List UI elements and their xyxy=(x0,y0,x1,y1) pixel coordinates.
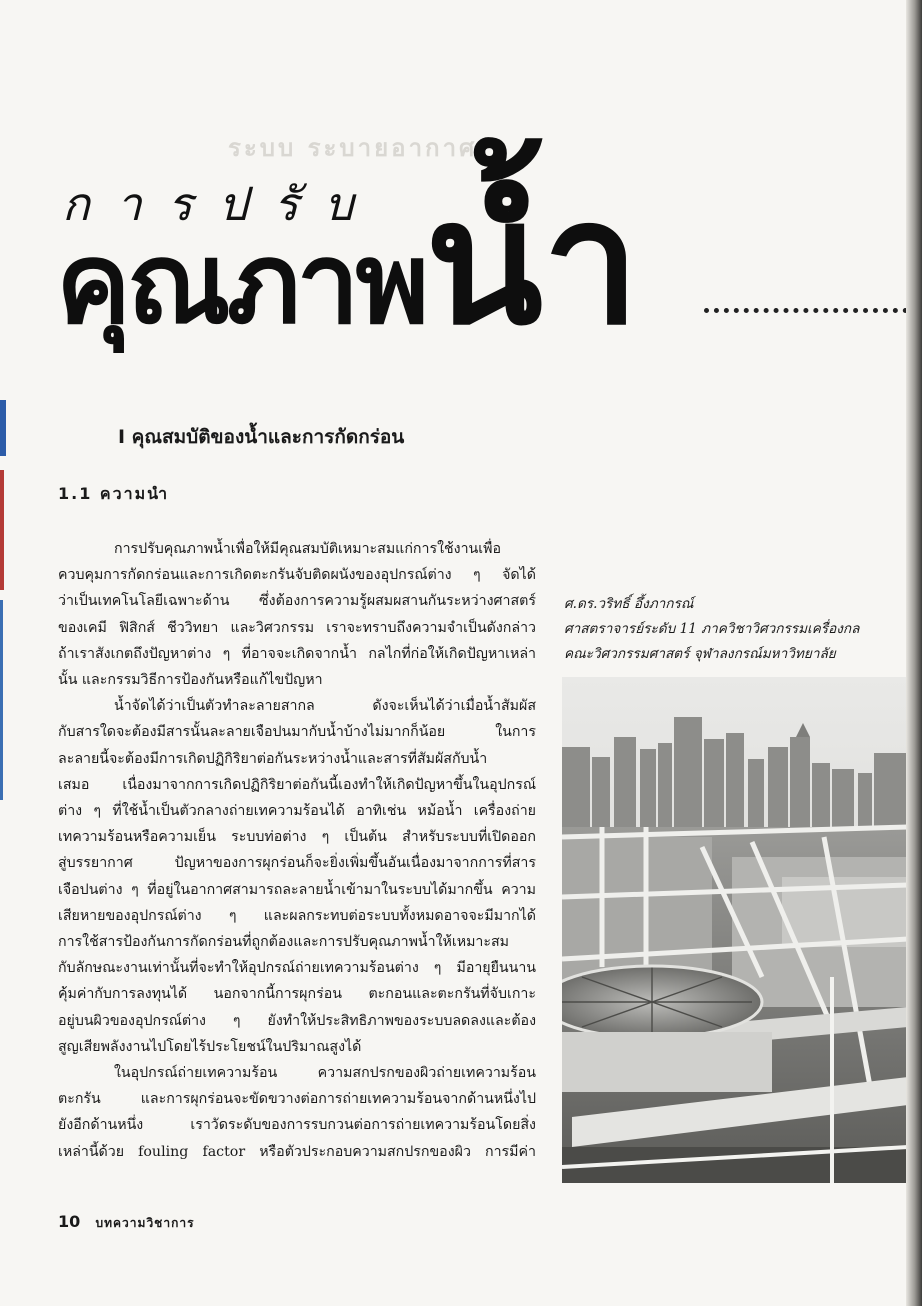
author-block xyxy=(564,592,904,667)
body-line: การใช้สารป้องกันการกัดกร่อนที่ถูกต้องและการปรับคุณภาพน้ำให้เหมาะสม xyxy=(58,934,510,951)
article-body xyxy=(58,536,536,1165)
body-line: ต่าง ๆ ที่ใช้น้ำเป็นตัวกลางถ่ายเทความร้อนได้ อาทิเช่น หม้อน้ำ เครื่องถ่าย xyxy=(58,803,536,820)
footer-section-label: บทความวิชาการ xyxy=(95,1216,195,1230)
title-spaced-word: การปรับ xyxy=(62,177,380,231)
body-line: เสียหายของอุปกรณ์ต่าง ๆ และผลกระทบต่อระบบทั้งหมดอาจจะมีมากได้ xyxy=(58,907,536,924)
body-line: ยังอีกด้านหนึ่ง เราวัดระดับของการรบกวนต่อการถ่ายเทความร้อนโดยสิ่ง xyxy=(58,1117,536,1134)
body-line: อยู่บนผิวของอุปกรณ์ต่าง ๆ ยังทำให้ประสิทธิภาพของระบบลดลงและต้อง xyxy=(58,1012,536,1029)
left-edge-blue-mark-2 xyxy=(0,600,3,800)
body-line: เหล่านี้ด้วย fouling factor หรือตัวประกอบความสกปรกของผิว การมีค่า xyxy=(58,1143,536,1160)
title-dotted-rule xyxy=(704,302,908,313)
body-line: ตะกรัน และการผุกร่อนจะขัดขวางต่อการถ่ายเทความร้อนจากด้านหนึ่งไป xyxy=(58,1091,536,1108)
body-line: กับสารใดจะต้องมีสารนั้นละลายเจือปนมากับน้ำบ้างไม่มากก็น้อย ในการ xyxy=(58,724,536,741)
body-line: คุ้มค่ากับการลงทุนได้ นอกจากนี้การผุกร่อน ตะกอนและตะกรันที่จับเกาะ xyxy=(58,986,536,1003)
body-line: การปรับคุณภาพน้ำเพื่อให้มีคุณสมบัติเหมาะสมแก่การใช้งานเพื่อ xyxy=(114,541,501,557)
bleed-through-text: ระบบ ระบายอากาศ xyxy=(228,134,478,162)
page-footer xyxy=(58,1212,195,1233)
title-emphasis-word: น้ำ xyxy=(425,162,634,363)
body-line: ของเคมี ฟิสิกส์ ชีววิทยา และวิศวกรรม เราจะทราบถึงความจำเป็นดังกล่าว xyxy=(58,619,536,636)
body-line: สู่บรรยากาศ ปัญหาของการผุกร่อนก็จะยิ่งเพิ่มขึ้นอันเนื่องมาจากการที่สาร xyxy=(58,855,536,872)
cooling-tower-photo xyxy=(562,677,908,1183)
title-main-word: คุณภาพ xyxy=(56,219,426,349)
left-edge-blue-mark xyxy=(0,400,6,456)
photo-illustration xyxy=(562,677,908,1183)
subsection-heading: 1.1 ความนำ xyxy=(58,484,170,503)
author-position: ศาสตราจารย์ระดับ 11 ภาควิชาวิศวกรรมเครื่องกล xyxy=(564,621,860,637)
body-line: สูญเสียพลังงานไปโดยไร้ประโยชน์ในปริมาณสูงได้ xyxy=(58,1038,362,1055)
body-line: ละลายนี้จะต้องมีการเกิดปฏิกิริยาต่อกันระหว่างน้ำและสารที่สัมผัสกับน้ำ xyxy=(58,750,488,767)
body-line: ในอุปกรณ์ถ่ายเทความร้อน ความสกปรกของผิวถ่ายเทความร้อน xyxy=(114,1065,536,1082)
body-line: นั้น และกรรมวิธีการป้องกันหรือแก้ไขปัญหา xyxy=(58,672,323,689)
left-edge-red-mark xyxy=(0,470,4,590)
section-heading: I คุณสมบัติของน้ำและการกัดกร่อน xyxy=(118,426,405,448)
body-line: เทความร้อนหรือความเย็น ระบบท่อต่าง ๆ เป็นต้น สำหรับระบบที่เปิดออก xyxy=(58,829,536,846)
body-line: ถ้าเราสังเกตถึงปัญหาต่าง ๆ ที่อาจจะเกิดจากน้ำ กลไกที่ก่อให้เกิดปัญหาเหล่า xyxy=(58,645,536,662)
page-binding-shadow xyxy=(906,0,922,1306)
body-line: ว่าเป็นเทคโนโลยีเฉพาะด้าน ซึ่งต้องการความรู้ผสมผสานกันระหว่างศาสตร์ xyxy=(58,593,536,610)
body-line: เจือปนต่าง ๆ ที่อยู่ในอากาศสามารถละลายน้ำเข้ามาในระบบได้มากขึ้น ความ xyxy=(58,881,536,898)
author-name: ศ.ดร.วริทธิ์ อึ้งภากรณ์ xyxy=(564,596,694,612)
author-faculty: คณะวิศวกรรมศาสตร์ จุฬาลงกรณ์มหาวิทยาลัย xyxy=(564,646,836,662)
body-line: น้ำจัดได้ว่าเป็นตัวทำละลายสากล ดังจะเห็นได้ว่าเมื่อน้ำสัมผัส xyxy=(114,698,536,715)
page-number: 10 xyxy=(58,1212,81,1231)
body-line: กับลักษณะงานเท่านั้นที่จะทำให้อุปกรณ์ถ่ายเทความร้อนต่าง ๆ มีอายุยืนนาน xyxy=(58,960,536,977)
body-line: ควบคุมการกัดกร่อนและการเกิดตะกรันจับติดผนังของอุปกรณ์ต่าง ๆ จัดได้ xyxy=(58,567,536,584)
body-line: เสมอ เนื่องมาจากการเกิดปฏิกิริยาต่อกันนี้เองทำให้เกิดปัญหาขึ้นในอุปกรณ์ xyxy=(58,776,536,793)
title-main xyxy=(56,162,634,363)
